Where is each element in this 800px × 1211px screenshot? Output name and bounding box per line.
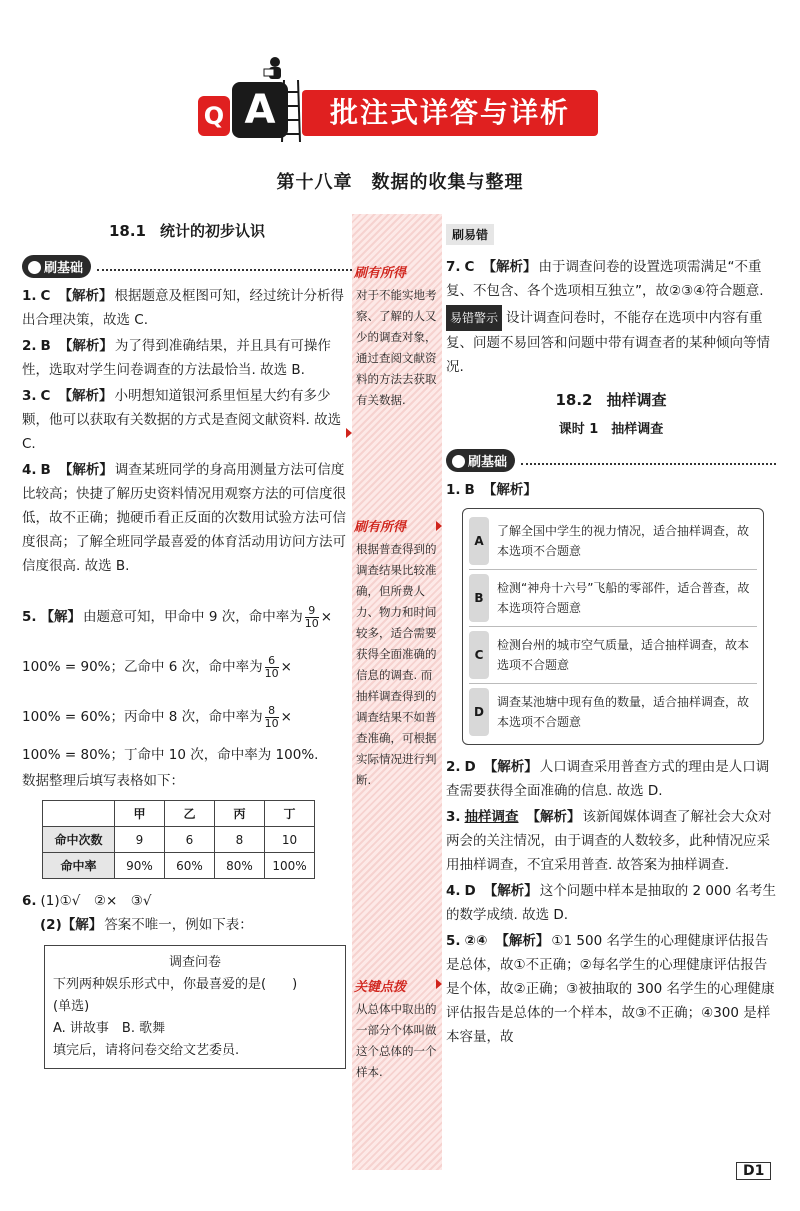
fraction: $\frac{8}{10}$	[264, 703, 279, 730]
table-row: 命中次数 9 6 8 10	[43, 827, 315, 853]
answer-item: 7. C 【解析】 由于调查问卷的设置选项需满足“不重复、不包含、各个选项相互独立”，故②③④符合题意.	[446, 259, 764, 299]
error-badge: 刷易错	[446, 224, 494, 245]
chapter-title: 第十八章 数据的收集与整理	[276, 172, 524, 193]
answer-item: 3. C 【解析】 小明想知道银河系里恒星大约有多少颗，他可以获取有关数据的方式是查阅文献资料. 故选 C.	[22, 388, 342, 452]
section-title-18-2: 18.2 抽样调查	[555, 391, 667, 409]
badge-row	[446, 449, 776, 472]
warning-note: 易错警示 设计调查问卷时，不能存在选项中内容有重复、问题不易回答和问题中带有调查者的某种倾向等情况.	[446, 305, 776, 379]
answer-item: 5. ②④ 【解析】 ①1 500 名学生的心理健康评估报告是总体，故①不正确；②每名学生的心理健康评估报告是个体，故②正确；③被抽取的 300 名学生的心理健康评估报告是总体的一个样本，故③不正确；④300 是样本容量，故	[446, 933, 775, 1045]
answer-item: 2. D 【解析】 人口调查采用普查方式的理由是人口调查需要获得全面准确的信息. 故选 D.	[446, 759, 770, 799]
header-title: 批注式详答与详析	[302, 90, 598, 136]
options-box	[462, 508, 764, 745]
table-header-row: 甲 乙 丙 丁	[43, 801, 315, 827]
ladder-icon	[280, 80, 302, 142]
section-badge: 刷基础	[446, 449, 515, 472]
option-row: D 调查某池塘中现有鱼的数量，适合抽样调查，故本选项不合题意	[469, 683, 757, 740]
answer-item: 4. B 【解析】 调查某班同学的身高用测量方法可信度比较高；快捷了解历史资料情况用观察方法的可信度很低，故不正确；抛硬币看正反面的次数用试验方法可信度很高；了解全班同学最喜爱的体育活动用访问方法可信度很高. 故选 B.	[22, 462, 346, 574]
fraction: $\frac{6}{10}$	[264, 653, 279, 680]
badge-row	[22, 255, 352, 278]
answer-item-5: 5. 【解】 由题意可知，甲命中 9 次，命中率为 $\frac{9}{10}$ × 100% = 90%；乙命中 6 次，命中率为 $\frac{6}{10}$ × 100% = 60%；丙命中 8 次，命中率为 $\frac{8}{10}$ × 100% = 80%；丁命中 10 次，命中率为 100%. 数据整理后填写表格如下：	[22, 603, 333, 789]
answer-item: 1. C 【解析】 根据题意及框图可知，经过统计分析得出合理决策，故选 C.	[22, 288, 344, 328]
option-row: B 检测“神舟十六号”飞船的零部件，适合普查，故本选项符合题意	[469, 569, 757, 626]
annotation-column	[352, 214, 442, 1170]
dotted-divider	[521, 457, 776, 465]
dotted-divider	[97, 263, 352, 271]
page-number: D1	[736, 1162, 771, 1180]
survey-box: 调查问卷 下列两种娱乐形式中，你最喜爱的是( ) (单选) A. 讲故事 B. 歌舞 填完后，请将问卷交给文艺委员.	[44, 945, 346, 1069]
left-column	[22, 220, 352, 1069]
arrow-icon	[346, 428, 352, 438]
section-title-18-1: 18.1 统计的初步认识	[108, 222, 266, 240]
answer-item: 4. D 【解析】 这个问题中样本是抽取的 2 000 名考生的数学成绩. 故选 D.	[446, 883, 776, 923]
right-column	[446, 220, 776, 1051]
annotation-note: 刷有所得 对于不能实地考察、了解的人又少的调查对象，通过查阅文献资料的方法去获取有关数据.	[354, 266, 437, 407]
fraction: $\frac{9}{10}$	[304, 603, 319, 630]
annotation-note: 刷有所得 根据普查得到的调查结果比较准确，但所费人力、物力和时间较多，适合需要获得全面准确的信息的调查. 而抽样调查得到的调查结果不如普查准确，可根据实际情况进行判断.	[354, 520, 437, 787]
page-header	[0, 0, 800, 150]
section-badge: 刷基础	[22, 255, 91, 278]
answer-item: 2. B 【解析】 为了得到准确结果，并且具有可操作性，选取对学生问卷调查的方法最恰当. 故选 B.	[22, 338, 331, 378]
table-row: 命中率 90% 60% 80% 100%	[43, 853, 315, 879]
qa-logo-q: Q	[198, 96, 230, 136]
qa-logo-a: A	[232, 82, 288, 138]
answer-item: 3. 抽样调查 【解析】 该新闻媒体调查了解社会大众对两会的关注情况，由于调查的人数较多，此种情况应采用抽样调查，不宜采用普查. 故答案为抽样调查.	[446, 809, 772, 873]
answer-item: 1. B 【解析】	[446, 482, 537, 498]
option-row: C 检测台州的城市空气质量，适合抽样调查，故本选项不合题意	[469, 626, 757, 683]
hit-rate-table	[42, 800, 315, 879]
annotation-note: 关键点拨 从总体中取出的一部分个体叫做这个总体的一个样本.	[354, 980, 437, 1079]
answer-item-6: 6. (1)①√ ②× ③√ (2)【解】 答案不唯一，例如下表：	[22, 893, 253, 933]
arrow-icon	[436, 521, 442, 531]
arrow-icon	[436, 979, 442, 989]
warning-badge: 易错警示	[446, 305, 502, 331]
survey-title: 调查问卷	[168, 955, 221, 970]
option-row: A 了解全国中学生的视力情况，适合抽样调查，故本选项不合题意	[469, 513, 757, 569]
lesson-title: 课时 1 抽样调查	[558, 422, 664, 437]
badge-row	[446, 224, 776, 249]
